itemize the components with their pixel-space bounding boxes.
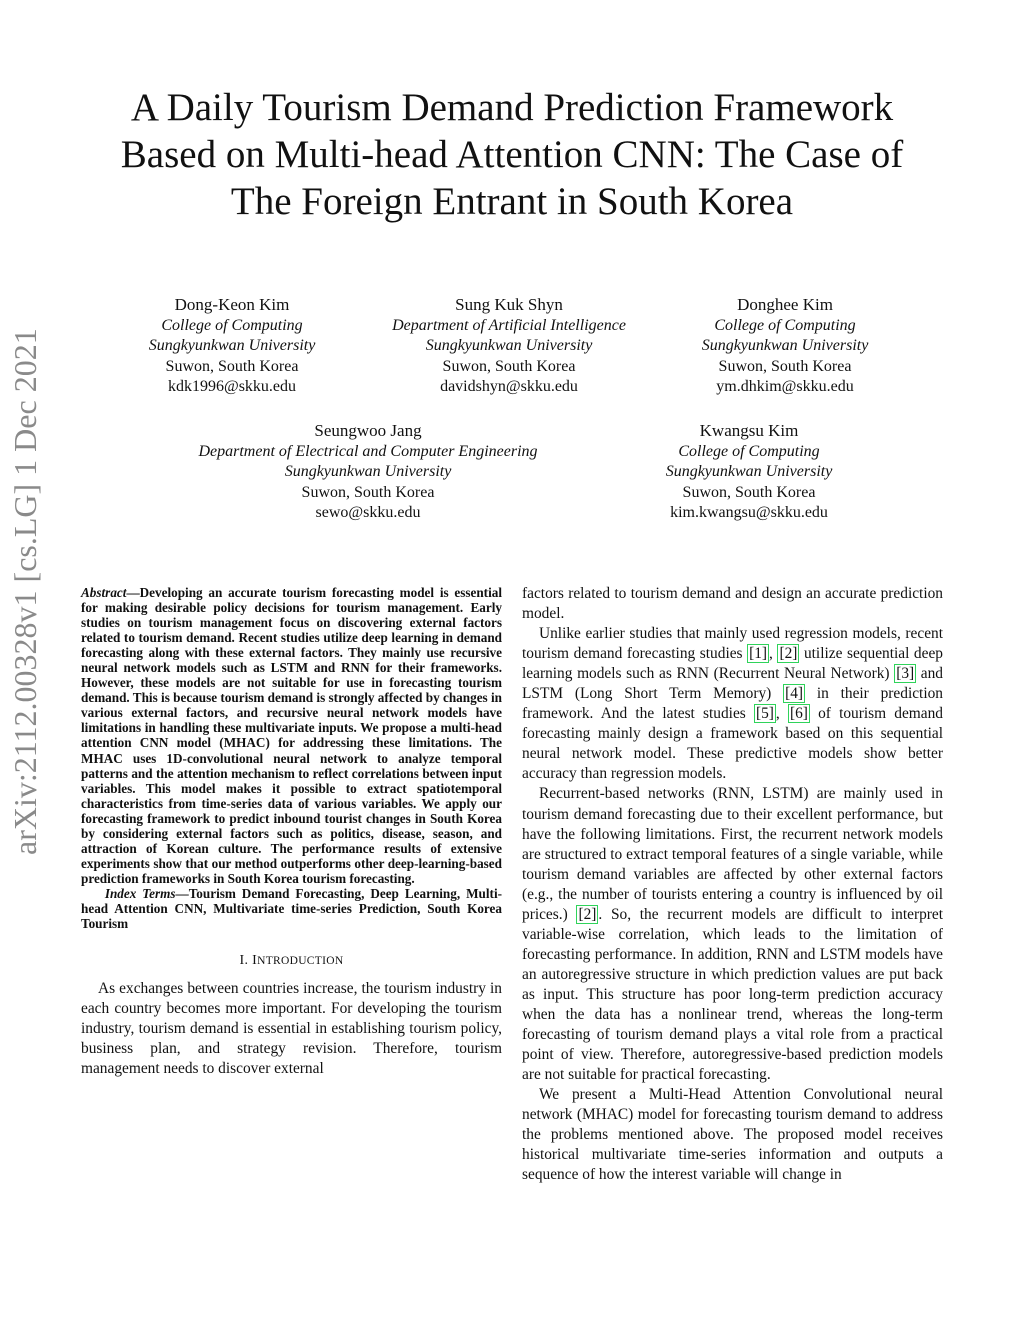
section-number: I. — [239, 953, 249, 969]
citation-link[interactable]: [1] — [749, 645, 768, 663]
title-line-2: Based on Multi-head Attention CNN: The Case of — [120, 133, 904, 176]
author-email: kdk1996@skku.edu — [167, 378, 297, 396]
author-location: Suwon, South Korea — [718, 357, 852, 375]
author-name: Kwangsu Kim — [699, 421, 799, 440]
left-column — [81, 585, 502, 1079]
author-email: davidshyn@skku.edu — [440, 378, 578, 396]
section-heading-introduction — [81, 953, 502, 969]
index-terms-label: Index Terms — [104, 885, 176, 901]
author-email: ym.dhkim@skku.edu — [716, 378, 854, 396]
author-block-4 — [160, 421, 576, 524]
author-univ: Sungkyunkwan University — [425, 337, 593, 355]
citation-link[interactable]: [5] — [755, 705, 774, 723]
citation-link[interactable]: [4] — [785, 685, 804, 703]
author-univ: Sungkyunkwan University — [284, 463, 452, 481]
author-name: Donghee Kim — [737, 295, 833, 314]
citation-link[interactable]: [2] — [779, 645, 798, 663]
author-univ: Sungkyunkwan University — [701, 337, 869, 355]
author-location: Suwon, South Korea — [165, 357, 299, 375]
paragraph-continued: factors related to tourism demand and design an accurate prediction model. — [522, 585, 943, 623]
section-title-initial: I — [252, 953, 258, 969]
paragraph-prior-studies: Unlike earlier studies that mainly used regression models, recent tourism demand forecasting studies [1] , [2] utilize sequential deep learning models such as RNN (Recurrent Neural Network) [3] and LSTM (Long Short Term Memory) [4] in their prediction framework. And the latest studies [5] , [6] of tourism demand forecasting mainly design a framework based on this sequential neural network model. These predictive models show better accuracy than regression models. — [522, 625, 944, 783]
author-name: Seungwoo Jang — [314, 421, 422, 440]
index-terms-text: —Tourism Demand Forecasting, Deep Learning, Multi-head Attention CNN, Multivariate time-series Prediction, South Korea Tourism — [81, 885, 503, 932]
author-dept: College of Computing — [714, 316, 856, 334]
intro-paragraph-1: As exchanges between countries increase, the tourism industry in each country becomes more important. For developing the tourism industry, tourism demand is essential in establishing tourism policy, business plan, and strategy revision. Therefore, tourism management needs to discover external — [81, 980, 502, 1078]
author-location: Suwon, South Korea — [442, 357, 576, 375]
paper-title — [60, 84, 964, 225]
author-name: Sung Kuk Shyn — [455, 295, 563, 314]
author-name: Dong-Keon Kim — [174, 295, 290, 314]
author-univ: Sungkyunkwan University — [148, 337, 316, 355]
author-dept: College of Computing — [678, 442, 820, 460]
author-block-2 — [358, 295, 660, 398]
author-location: Suwon, South Korea — [301, 483, 435, 501]
paragraph-limitations: Recurrent-based networks (RNN, LSTM) are mainly used in tourism demand forecasting due to their excellent performance, but have the following limitations. First, the recurrent network models are structured to extract temporal features of a single variable, while tourism demand variables are affected by other external factors (e.g., the number of tourists entering a country is influenced by oil prices.) [2] . So, the recurrent models are difficult to interpret variable-wise correlation, which leads to the limitation of forecasting performance. In addition, RNN and LSTM models have an autoregressive structure in which prediction values are put back as input. This structure has poor long-term prediction accuracy when the data has a nonlinear trend, whereas the long-term forecasting of tourism demand plays a vital role from a practical point of view. Therefore, autoregressive-based prediction models are not suitable for practical forecasting. — [522, 785, 943, 1084]
author-univ: Sungkyunkwan University — [665, 463, 833, 481]
author-block-3 — [640, 295, 930, 398]
title-line-3: The Foreign Entrant in South Korea — [230, 180, 794, 223]
title-line-1: A Daily Tourism Demand Prediction Framework — [130, 86, 894, 129]
author-email: kim.kwangsu@skku.edu — [670, 504, 828, 522]
author-location: Suwon, South Korea — [682, 483, 816, 501]
author-dept: College of Computing — [161, 316, 303, 334]
arxiv-identifier-stamp: arXiv:2112.00328v1 [cs.LG] 1 Dec 2021 — [7, 328, 43, 855]
abstract-text: —Developing an accurate tourism forecasting model is essential for making desirable policy decisions for tourism management. Early studies on tourism management focus on discovering external factors related to tourism demand. Recent studies utilize deep learning in demand forecasting along with these external factors. They mainly use recursive neural network models such as LSTM and RNN for their frameworks. However, these models are not suitable for use in forecasting tourism demand. This is because tourism demand is strongly affected by changes in various external factors, and recursive neural network models have limitations in handling these multivariate inputs. We propose a multi-head attention CNN model (MHAC) for addressing these limitations. The MHAC uses 1D-convolutional neural network to analyze temporal patterns and the attention mechanism to reflect correlations between input variables. This model makes it possible to extract spatiotemporal characteristics from time-series data of various variables. We apply our forecasting framework to predict inbound tourist changes in South Korea by considering external factors such as politics, disease, season, and attraction of Korean culture. The performance results of extensive experiments show that our method outperforms other deep-learning-based prediction frameworks in South Korea tourism forecasting. — [81, 585, 502, 886]
citation-link[interactable]: [3] — [896, 665, 915, 683]
abstract-label: Abstract — [81, 585, 127, 600]
author-block-1 — [100, 295, 364, 398]
author-dept: Department of Electrical and Computer Engineering — [198, 442, 538, 460]
author-block-5 — [620, 421, 878, 524]
citation-link[interactable]: [6] — [789, 705, 808, 723]
right-column — [522, 584, 943, 1185]
index-terms — [81, 886, 502, 931]
abstract — [81, 585, 502, 886]
author-email: sewo@skku.edu — [315, 504, 421, 522]
citation-link[interactable]: [2] — [578, 905, 597, 923]
paragraph-proposal: We present a Multi-Head Attention Convolutional neural network (MHAC) model for forecasting tourism demand to address the problems mentioned above. The proposed model receives historical multivariate time-series information and outputs a sequence of how the interest variable will change in — [522, 1086, 943, 1184]
author-dept: Department of Artificial Intelligence — [392, 316, 626, 334]
section-title-rest: NTRODUCTION — [257, 955, 344, 968]
